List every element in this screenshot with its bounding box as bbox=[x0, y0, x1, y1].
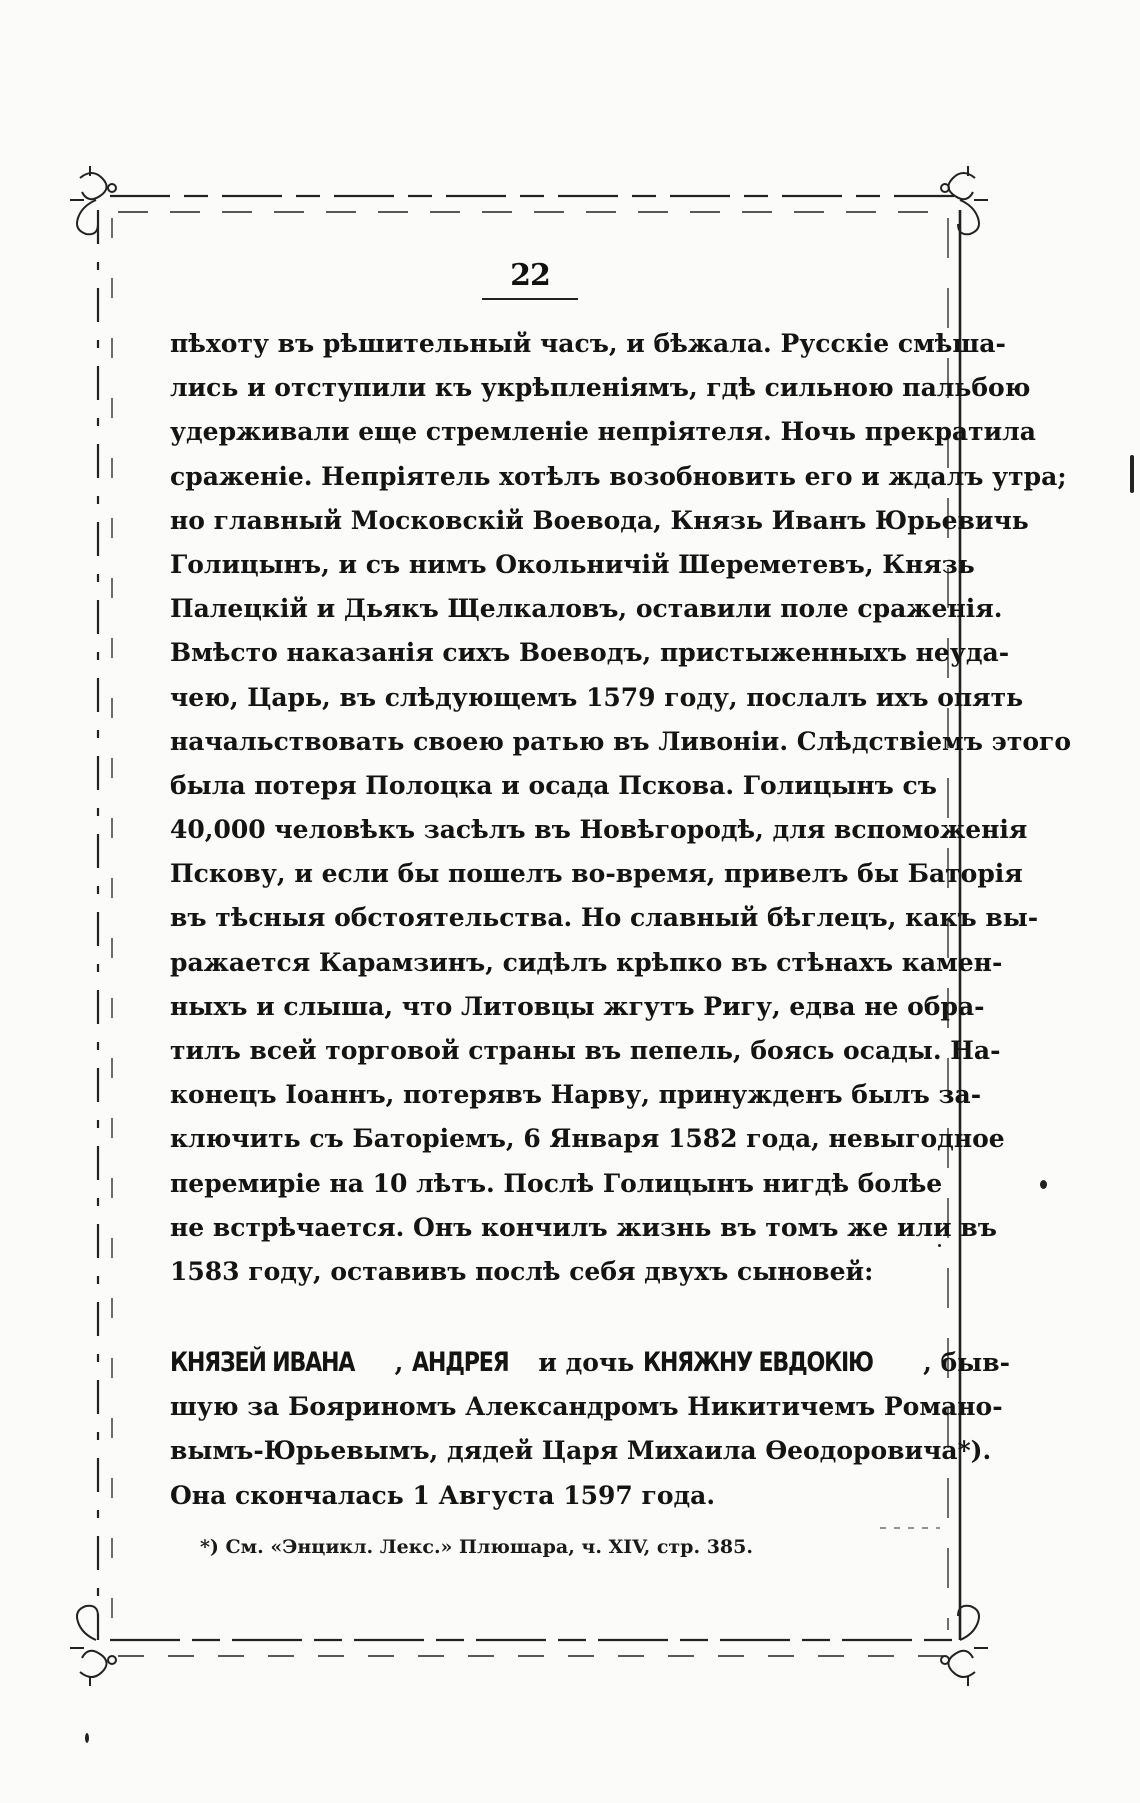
text-line: тилъ всей торговой страны въ пепель, боясь осады. На- bbox=[170, 1036, 1001, 1065]
and-daughter: и дочь bbox=[529, 1348, 643, 1377]
ink-speck bbox=[938, 1244, 941, 1247]
ink-speck bbox=[85, 1733, 89, 1743]
text-line: въ тѣсныя обстоятельства. Но славный бѣглецъ, какъ вы- bbox=[170, 903, 1039, 933]
text-line: ражается Карамзинъ, сидѣлъ крѣпко въ стѣнахъ камен- bbox=[170, 947, 1003, 977]
text-line: ключить съ Баторіемъ, 6 Января 1582 года, невыгодное bbox=[170, 1124, 1005, 1154]
text-line: Вмѣсто наказанія сихъ Воеводъ, пристыженныхъ неуда- bbox=[170, 638, 1010, 668]
sons-line-2: шую за Бояриномъ Александромъ Никитичемъ Романо- bbox=[170, 1392, 1003, 1422]
text-line: пѣхоту въ рѣшительный часъ, и бѣжала. Русскіе смѣша- bbox=[170, 329, 1006, 358]
text-line: 1583 году, оставивъ послѣ себя двухъ сыновей: bbox=[170, 1256, 874, 1286]
main-paragraph bbox=[170, 322, 1071, 1294]
ink-speck bbox=[1130, 455, 1134, 493]
text-line: Голицынъ, и съ нимъ Окольничій Шереметевъ, Князь bbox=[170, 549, 975, 579]
text-line: Пскову, и если бы пошелъ во-время, привелъ бы Баторія bbox=[170, 859, 1023, 889]
text-line: 40,000 человѣкъ засѣлъ въ Новѣгородѣ, для вспоможенія bbox=[170, 815, 1028, 845]
sons-paragraph bbox=[170, 1341, 1010, 1518]
text-line: ныхъ и слыша, что Литовцы жгутъ Ригу, едва не обра- bbox=[170, 991, 985, 1021]
text-line: Палецкій и Дьякъ Щелкаловъ, оставили поле сраженія. bbox=[170, 594, 1003, 624]
text-line: удерживали еще стремленіе непріятеля. Ночь прекратила bbox=[170, 417, 1036, 447]
sons-line-1 bbox=[170, 1341, 1010, 1385]
text-line: сраженіе. Непріятель хотѣлъ возобновить его и ждалъ утра; bbox=[170, 461, 1067, 491]
sons-line-4: Она скончалась 1 Августа 1597 года. bbox=[170, 1480, 716, 1510]
text-line: чею, Царь, въ слѣдующемъ 1579 году, послалъ ихъ опять bbox=[170, 682, 1024, 712]
text-line: лись и отступили къ укрѣпленіямъ, гдѣ сильною пальбою bbox=[170, 373, 1031, 403]
ink-speck bbox=[1040, 1180, 1047, 1189]
separator: , bbox=[394, 1348, 413, 1377]
name-andrey: АНДРЕЯ bbox=[412, 1347, 509, 1378]
text-line: не встрѣчается. Онъ кончилъ жизнь въ томъ же или въ bbox=[170, 1212, 997, 1242]
text-line: но главный Московскій Воевода, Князь Иванъ Юрьевичь bbox=[170, 505, 1029, 535]
name-ivan: КНЯЗЕЙ ИВАНА bbox=[170, 1347, 355, 1378]
footnote: *) См. «Энцикл. Лекс.» Плюшара, ч. XIV, стр. 385. bbox=[200, 1536, 753, 1558]
page-number-rule bbox=[482, 298, 578, 300]
name-evdokia: КНЯЖНУ ЕВДОКІЮ bbox=[642, 1347, 873, 1378]
text-line: конецъ Іоаннъ, потерявъ Нарву, принужденъ былъ за- bbox=[170, 1080, 982, 1110]
text-line: начальствовать своею ратью въ Ливоніи. Слѣдствіемъ этого bbox=[170, 726, 1071, 756]
line-tail: , быв- bbox=[923, 1348, 1010, 1377]
page-number: 22 bbox=[510, 258, 550, 293]
text-line: перемиріе на 10 лѣтъ. Послѣ Голицынъ нигдѣ болѣе bbox=[170, 1168, 943, 1198]
sons-line-3: вымъ-Юрьевымъ, дядей Царя Михаила Ѳеодоровича*). bbox=[170, 1436, 992, 1466]
text-line: была потеря Полоцка и осада Пскова. Голицынъ съ bbox=[170, 770, 937, 800]
